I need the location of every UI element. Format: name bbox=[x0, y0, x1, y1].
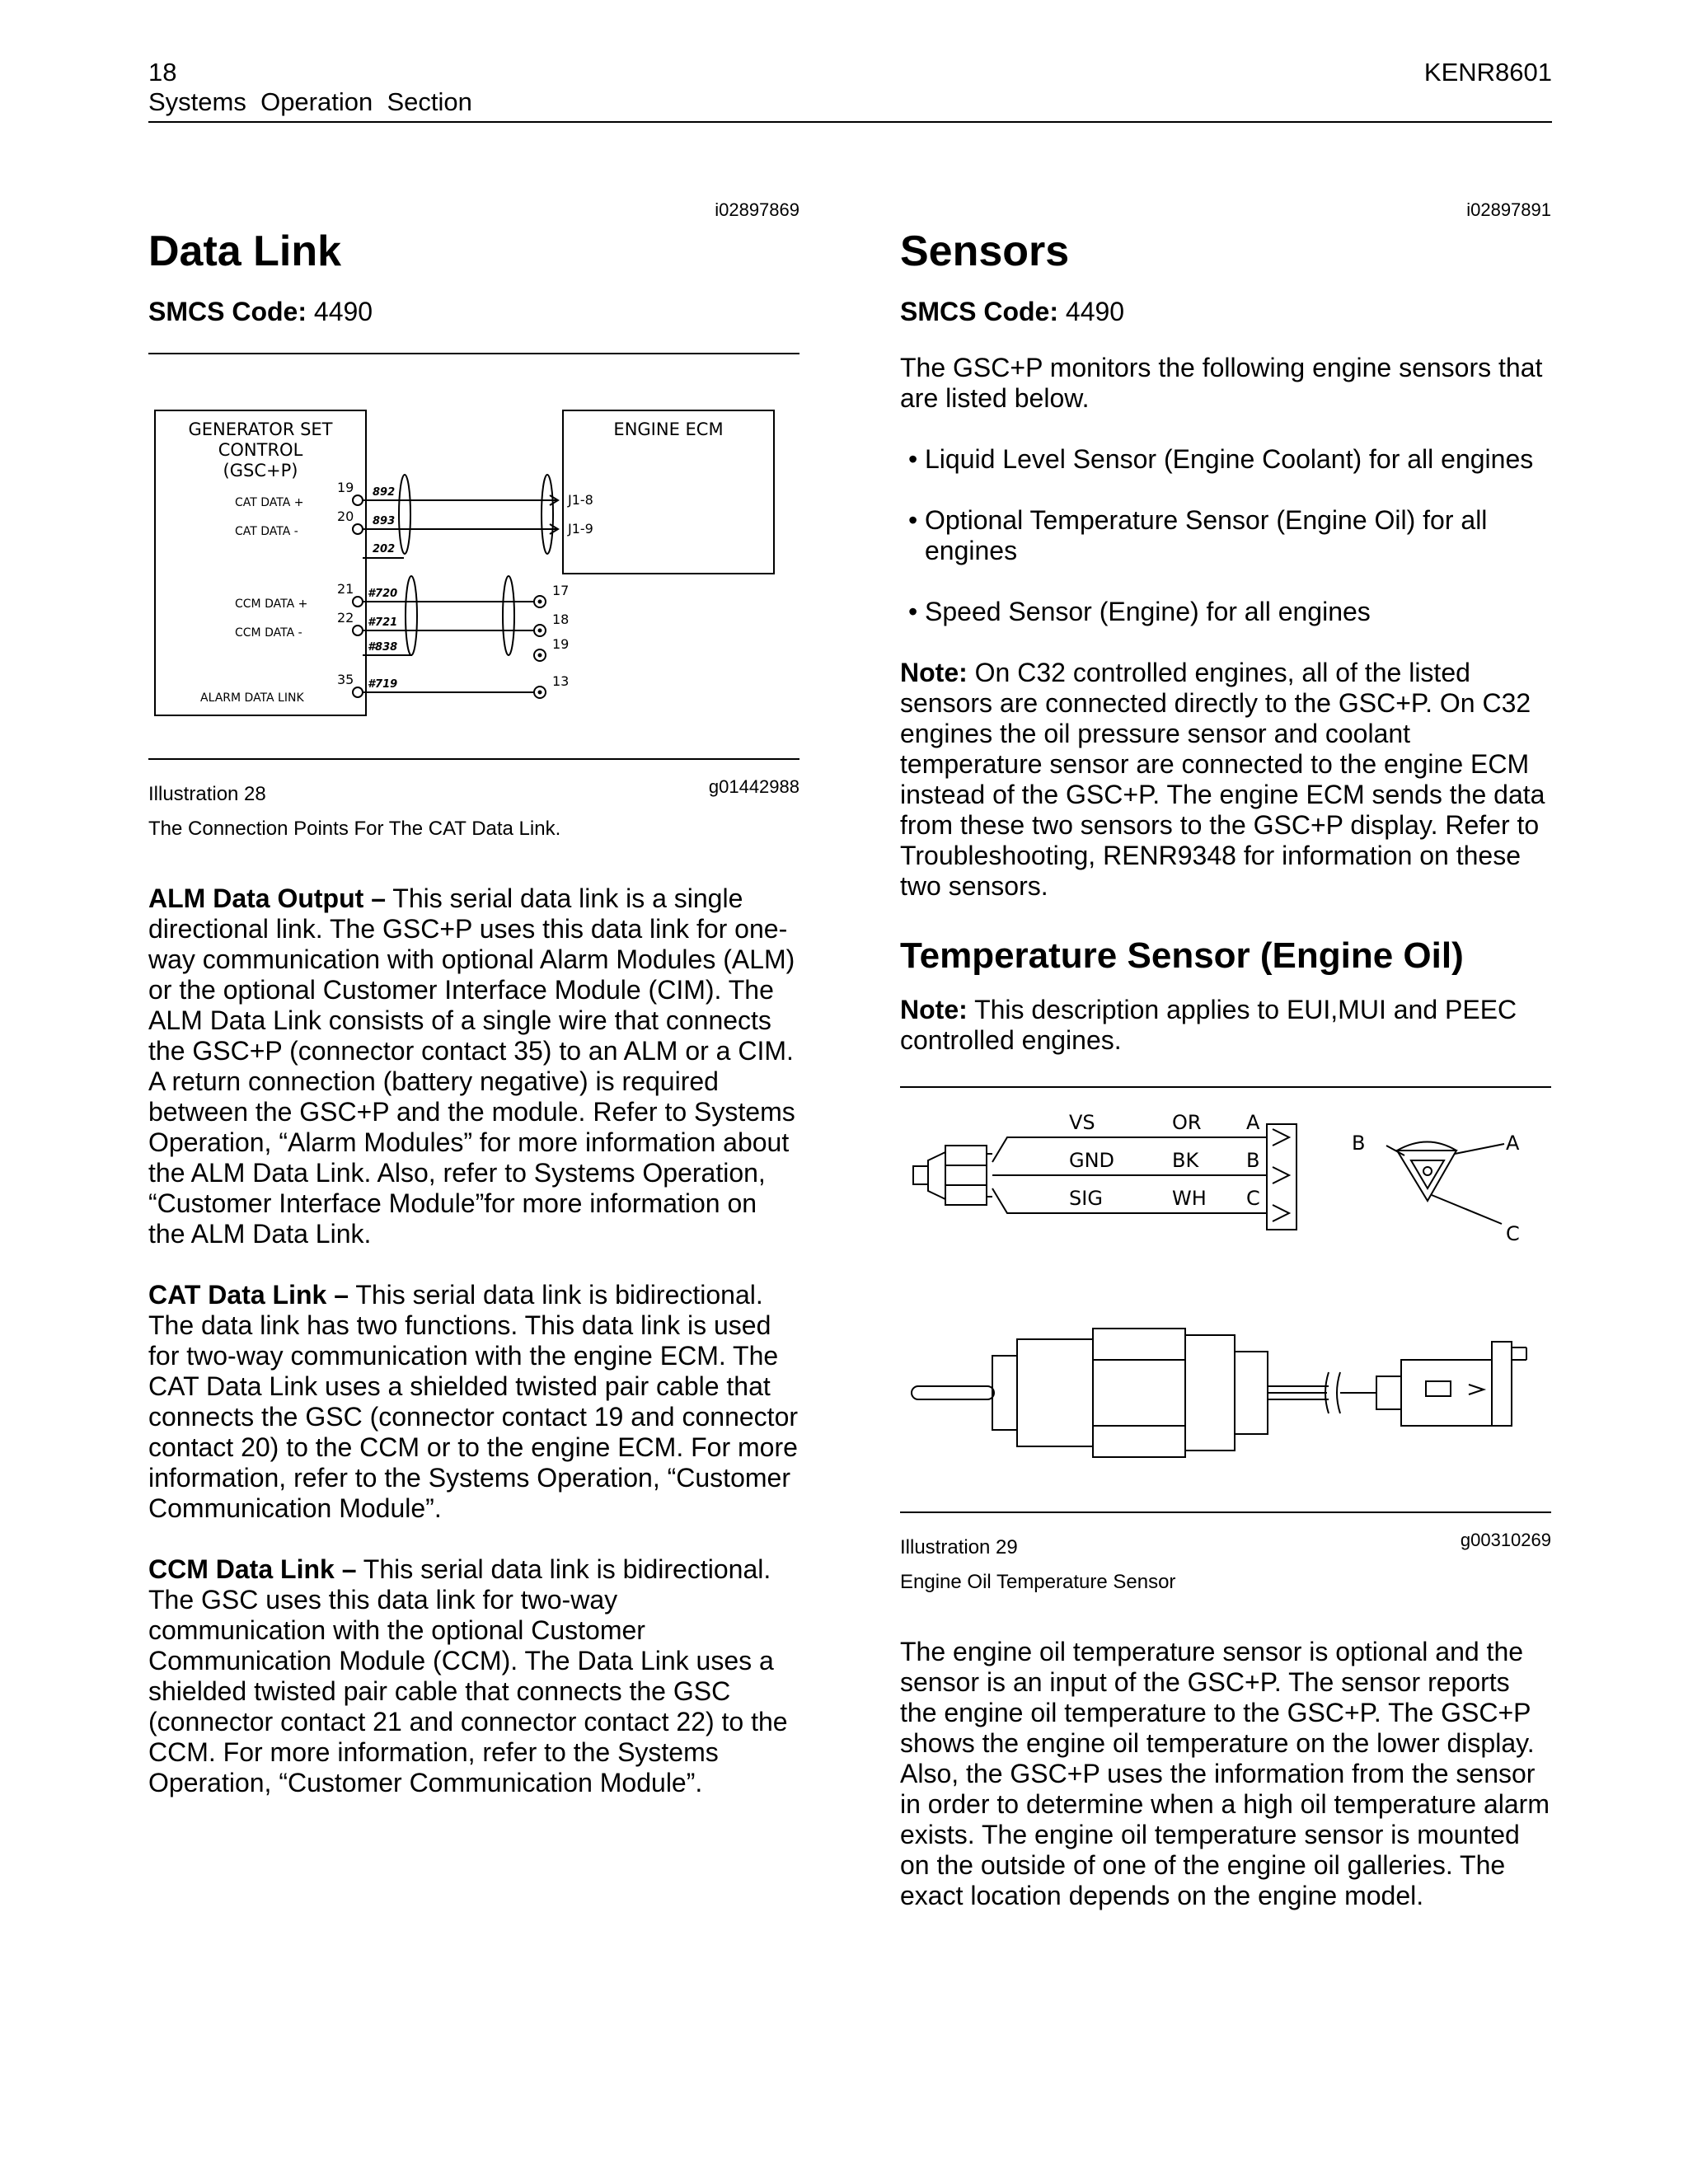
left-doc-id: i02897869 bbox=[715, 199, 799, 220]
ccm-pin-18: 18 bbox=[552, 612, 570, 627]
para-alm-data-output bbox=[148, 883, 799, 1249]
figure-29-label: Illustration 29 bbox=[900, 1536, 1018, 1558]
sensor-item-speed: Speed Sensor (Engine) for all engines bbox=[925, 597, 1371, 626]
header-divider bbox=[148, 121, 1552, 123]
data-link-diagram bbox=[148, 404, 799, 717]
color-wh: WH bbox=[1172, 1187, 1207, 1210]
oil-temp-sensor-body: The engine oil temperature sensor is optional and the sensor is an input of the GSC+P. The sensor reports the engine oil temperature to the GSC+P. The GSC+P shows the engine oil temperature on the lower display. Also, the GSC+P uses the information from the sensor in order to determine when a high oil temperature alarm exists. The engine oil temperature sensor is mounted on the outside of one of the engine oil galleries. The exact location depends on the engine model. bbox=[900, 1637, 1550, 1910]
wire-202: 202 bbox=[373, 543, 396, 555]
signal-ccm-plus: CCM DATA + bbox=[235, 598, 308, 611]
wire-gnd: GND bbox=[1069, 1149, 1115, 1172]
ccm-pin-19: 19 bbox=[552, 636, 570, 652]
signal-ccm-minus: CCM DATA - bbox=[235, 626, 302, 640]
wire-893: 893 bbox=[373, 515, 396, 527]
ecm-pin-j1-9: J1-9 bbox=[568, 521, 593, 537]
sensor-item-coolant-level: Liquid Level Sensor (Engine Coolant) for all engines bbox=[925, 444, 1534, 474]
right-title: Sensors bbox=[900, 227, 1070, 275]
ccm-pin-17: 17 bbox=[552, 583, 570, 598]
figure-29-divider bbox=[900, 1511, 1551, 1513]
right-smcs-label: SMCS Code: bbox=[900, 297, 1058, 326]
right-column bbox=[900, 198, 1551, 1942]
right-doc-id: i02897891 bbox=[1466, 199, 1551, 220]
note-c32-label: Note: bbox=[900, 658, 968, 687]
signal-alarm: ALARM DATA LINK bbox=[200, 691, 304, 705]
list-item: • Liquid Level Sensor (Engine Coolant) for all engines bbox=[908, 444, 1534, 474]
pin-c: C bbox=[1246, 1187, 1260, 1210]
list-item: • Speed Sensor (Engine) for all engines bbox=[908, 597, 1371, 626]
subtitle-oil-temp-sensor: Temperature Sensor (Engine Oil) bbox=[900, 935, 1464, 976]
right-smcs bbox=[900, 295, 1551, 328]
note-eui-text: This description applies to EUI,MUI and PEEC controlled engines. bbox=[900, 995, 1517, 1055]
wire-892: 892 bbox=[373, 486, 396, 499]
connector-pin-b: B bbox=[1352, 1132, 1366, 1155]
page-number: 18 bbox=[148, 58, 177, 87]
ecm-pin-j1-8: J1-8 bbox=[568, 492, 593, 508]
text-cat: This serial data link is bidirectional. The data link has two functions. This data link is used for two-way communication with the engine ECM. The CAT Data Link uses a shielded twisted pair cable that connects the GSC (connector contact 19 and connector contact 20) to the CCM or to the engine ECM. For more information, refer to the Systems Operation, “Customer Communication Module”. bbox=[148, 1280, 799, 1523]
wire-720: #720 bbox=[368, 588, 398, 600]
left-smcs-divider bbox=[148, 353, 799, 354]
ecm-label: ENGINE ECM bbox=[613, 419, 724, 439]
pin-35: 35 bbox=[337, 672, 354, 687]
wire-vs: VS bbox=[1069, 1111, 1095, 1134]
term-alm: ALM Data Output – bbox=[148, 883, 386, 913]
figure-28-caption: The Connection Points For The CAT Data Link. bbox=[148, 818, 561, 840]
list-item: • Optional Temperature Sensor (Engine Oil) for all engines bbox=[908, 505, 1488, 565]
left-title: Data Link bbox=[148, 227, 342, 275]
note-eui-label: Note: bbox=[900, 995, 968, 1024]
doc-code: KENR8601 bbox=[1423, 58, 1552, 87]
left-smcs-label: SMCS Code: bbox=[148, 297, 307, 326]
section-name: Systems Operation Section bbox=[148, 87, 472, 116]
color-or: OR bbox=[1172, 1111, 1202, 1134]
term-cat: CAT Data Link – bbox=[148, 1280, 349, 1310]
page-header-left bbox=[148, 58, 472, 117]
figure-28-id: g01442988 bbox=[708, 776, 799, 797]
note-c32-text: On C32 controlled engines, all of the listed sensors are connected directly to the GSC+P. On C32 engines the oil pressure sensor and coolant temperature sensor are connected to the engine ECM instead of the GSC+P. The engine ECM sends the data from these two sensors to the GSC+P display. Refer to Troubleshooting, RENR9348 for information on these two sensors. bbox=[900, 658, 1545, 901]
sensor-item-oil-temp: Optional Temperature Sensor (Engine Oil) for all engines bbox=[925, 505, 1488, 565]
figure-28-label: Illustration 28 bbox=[148, 783, 266, 805]
wire-719: #719 bbox=[368, 678, 398, 691]
gsc-label-3: (GSC+P) bbox=[223, 461, 298, 480]
pin-19: 19 bbox=[337, 480, 354, 495]
color-bk: BK bbox=[1172, 1149, 1199, 1172]
figure-29-caption: Engine Oil Temperature Sensor bbox=[900, 1571, 1176, 1593]
sensors-intro: The GSC+P monitors the following engine sensors that are listed below. bbox=[900, 353, 1543, 413]
text-ccm: This serial data link is bidirectional. The GSC uses this data link for two-way communication with the optional Customer Communication Module (CCM). The Data Link uses a shielded twisted pair cable that connects the GSC (connector contact 21 and connector contact 22) to the CCM. For more information, refer to the Systems Operation, “Customer Communication Module”. bbox=[148, 1554, 788, 1797]
para-cat-data-link bbox=[148, 1280, 799, 1524]
wire-721: #721 bbox=[368, 616, 398, 629]
signal-cat-minus: CAT DATA - bbox=[235, 525, 298, 538]
right-smcs-value: 4490 bbox=[1065, 297, 1125, 326]
left-smcs bbox=[148, 295, 799, 328]
term-ccm: CCM Data Link – bbox=[148, 1554, 357, 1584]
connector-pin-a: A bbox=[1506, 1132, 1520, 1155]
left-column bbox=[148, 198, 799, 1829]
note-eui bbox=[900, 995, 1551, 1056]
gsc-label-1: GENERATOR SET bbox=[188, 419, 333, 439]
signal-cat-plus: CAT DATA + bbox=[235, 496, 304, 509]
gsc-label-2: CONTROL bbox=[218, 440, 303, 460]
data-link-figure bbox=[148, 404, 799, 841]
pin-a: A bbox=[1246, 1111, 1260, 1134]
oil-temp-sensor-diagram bbox=[900, 1088, 1551, 1492]
text-alm: This serial data link is a single directional link. The GSC+P uses this data link for one-way communication with optional Alarm Modules (ALM) or the optional Customer Interface Module (CIM). The ALM Data Link consists of a single wire that connects the GSC+P (connector contact 35) to an ALM or a CIM. A return connection (battery negative) is required between the GSC+P and the module. Refer to Systems Operation, “Alarm Modules” for more information about the ALM Data Link. Also, refer to Systems Operation, “Customer Interface Module”for more information on the ALM Data Link. bbox=[148, 883, 795, 1249]
oil-temp-sensor-figure bbox=[900, 1088, 1551, 1594]
left-smcs-value: 4490 bbox=[313, 297, 373, 326]
note-c32 bbox=[900, 658, 1551, 902]
wire-838: #838 bbox=[368, 641, 398, 654]
ccm-pin-13: 13 bbox=[552, 673, 570, 689]
pin-20: 20 bbox=[337, 509, 354, 524]
pin-22: 22 bbox=[337, 610, 354, 626]
figure-28-divider bbox=[148, 758, 799, 760]
pin-b: B bbox=[1246, 1149, 1260, 1172]
pin-21: 21 bbox=[337, 581, 354, 597]
wire-sig: SIG bbox=[1069, 1187, 1103, 1210]
connector-pin-c: C bbox=[1506, 1222, 1520, 1245]
sensor-list bbox=[900, 444, 1551, 627]
figure-29-id: g00310269 bbox=[1460, 1530, 1551, 1550]
para-ccm-data-link bbox=[148, 1554, 799, 1798]
